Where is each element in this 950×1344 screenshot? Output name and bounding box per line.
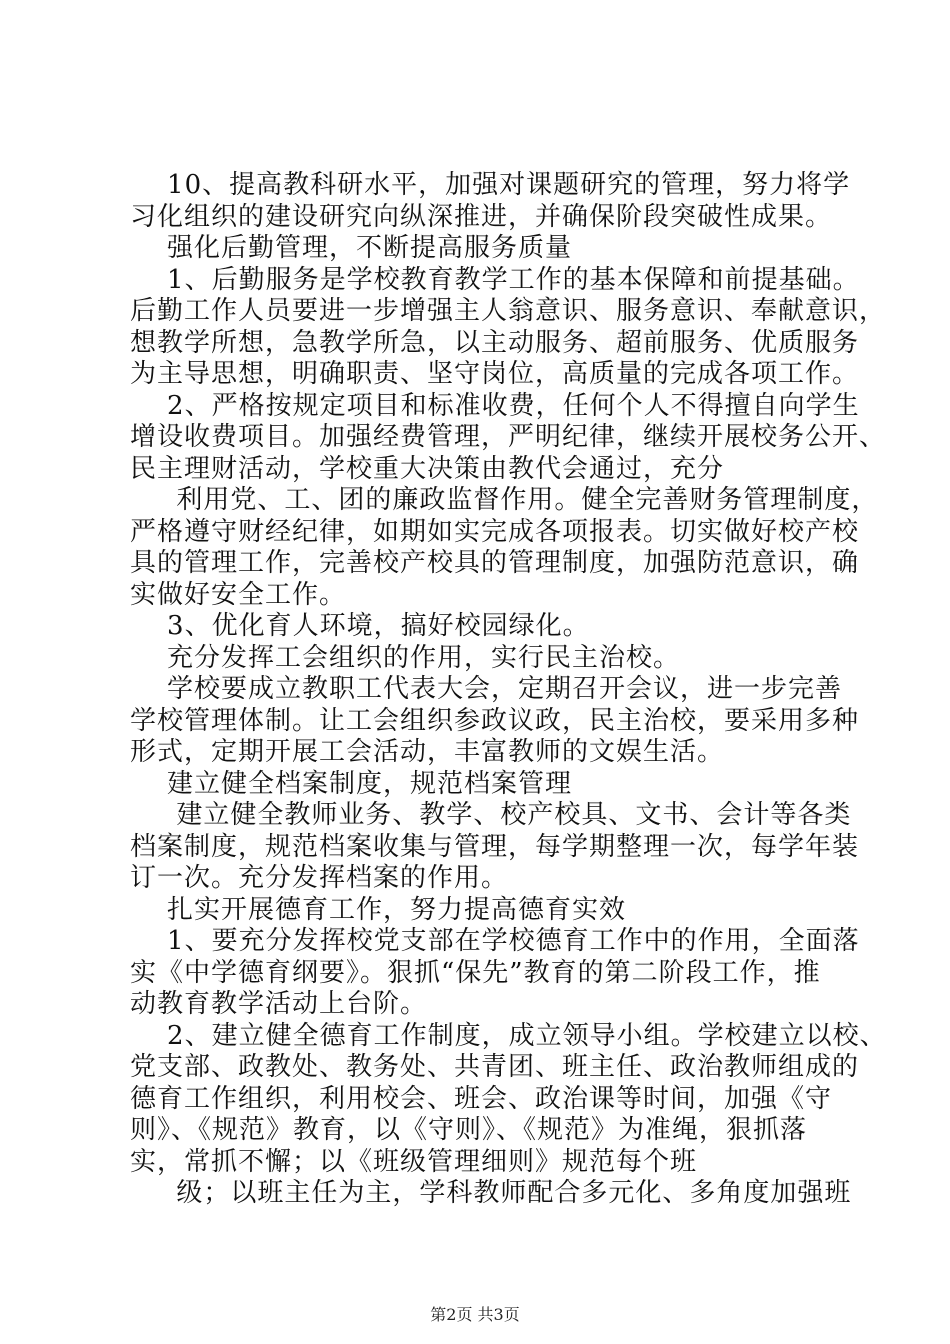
document-body [130, 170, 887, 1210]
text-line: 实做好安全工作。 [130, 579, 347, 610]
text-line: 为主导思想，明确职责、坚守岗位，高质量的完成各项工作。 [130, 359, 860, 389]
text-line: 利用党、工、团的廉政监督作用。健全完善财务管理制度， [130, 485, 879, 515]
text-line: 后勤工作人员要进一步增强主人翁意识、服务意识、奉献意识， [130, 296, 887, 326]
text-line: 则》、《规范》教育，以《守则》、《规范》为准绳，狠抓落 [130, 1115, 808, 1145]
text-line: 民主理财活动，学校重大决策由教代会通过，充分 [130, 453, 725, 484]
text-line: 严格遵守财经纪律，如期如实完成各项报表。切实做好校产校 [130, 516, 860, 547]
text-line: 2、严格按规定项目和标准收费，任何个人不得擅自向学生 [130, 390, 860, 421]
text-line: 实《中学德育纲要》。狠抓“保先”教育的第二阶段工作，推 [130, 957, 821, 988]
text-line: 德育工作组织，利用校会、班会、政治课等时间，加强《守 [130, 1083, 833, 1114]
text-line: 增设收费项目。加强经费管理，严明纪律，继续开展校务公开、 [130, 422, 887, 452]
text-line: 建立健全教师业务、教学、校产校具、文书、会计等各类 [130, 800, 852, 830]
text-line: 强化后勤管理，不断提高服务质量 [130, 233, 573, 263]
text-line: 形式，定期开展工会活动，丰富教师的文娱生活。 [130, 737, 725, 767]
text-line: 1、要充分发挥校党支部在学校德育工作中的作用，全面落 [130, 926, 860, 956]
page-footer: 第2页 共3页 [430, 1305, 520, 1324]
text-line: 1、后勤服务是学校教育教学工作的基本保障和前提基础。 [130, 264, 860, 295]
text-line: 党支部、政教处、教务处、共青团、班主任、政治教师组成的 [130, 1052, 860, 1082]
text-line: 2、建立健全德育工作制度，成立领导小组。学校建立以校、 [130, 1020, 887, 1051]
text-line: 学校管理体制。让工会组织参政议政，民主治校，要采用多种 [130, 705, 860, 736]
text-line: 扎实开展德育工作，努力提高德育实效 [130, 894, 627, 925]
text-line: 充分发挥工会组织的作用，实行民主治校。 [130, 642, 681, 673]
text-line: 习化组织的建设研究向纵深推进，并确保阶段突破性成果。 [130, 201, 833, 232]
text-line: 想教学所想，急教学所急，以主动服务、超前服务、优质服务 [130, 327, 860, 358]
text-line: 动教育教学活动上台阶。 [130, 989, 428, 1019]
text-line: 3、优化育人环境，搞好校园绿化。 [130, 611, 590, 641]
text-line: 档案制度，规范档案收集与管理，每学期整理一次，每学年装 [130, 831, 860, 862]
text-line: 级；以班主任为主，学科教师配合多元化、多角度加强班 [130, 1178, 852, 1208]
text-line: 订一次。充分发挥档案的作用。 [130, 863, 509, 893]
text-line: 10、提高教科研水平，加强对课题研究的管理，努力将学 [130, 170, 851, 200]
text-line: 建立健全档案制度，规范档案管理 [130, 768, 573, 799]
text-line: 学校要成立教职工代表大会，定期召开会议，进一步完善 [130, 674, 843, 704]
text-line: 具的管理工作，完善校产校具的管理制度，加强防范意识，确 [130, 548, 860, 578]
text-line: 实，常抓不懈；以《班级管理细则》规范每个班 [130, 1146, 698, 1177]
